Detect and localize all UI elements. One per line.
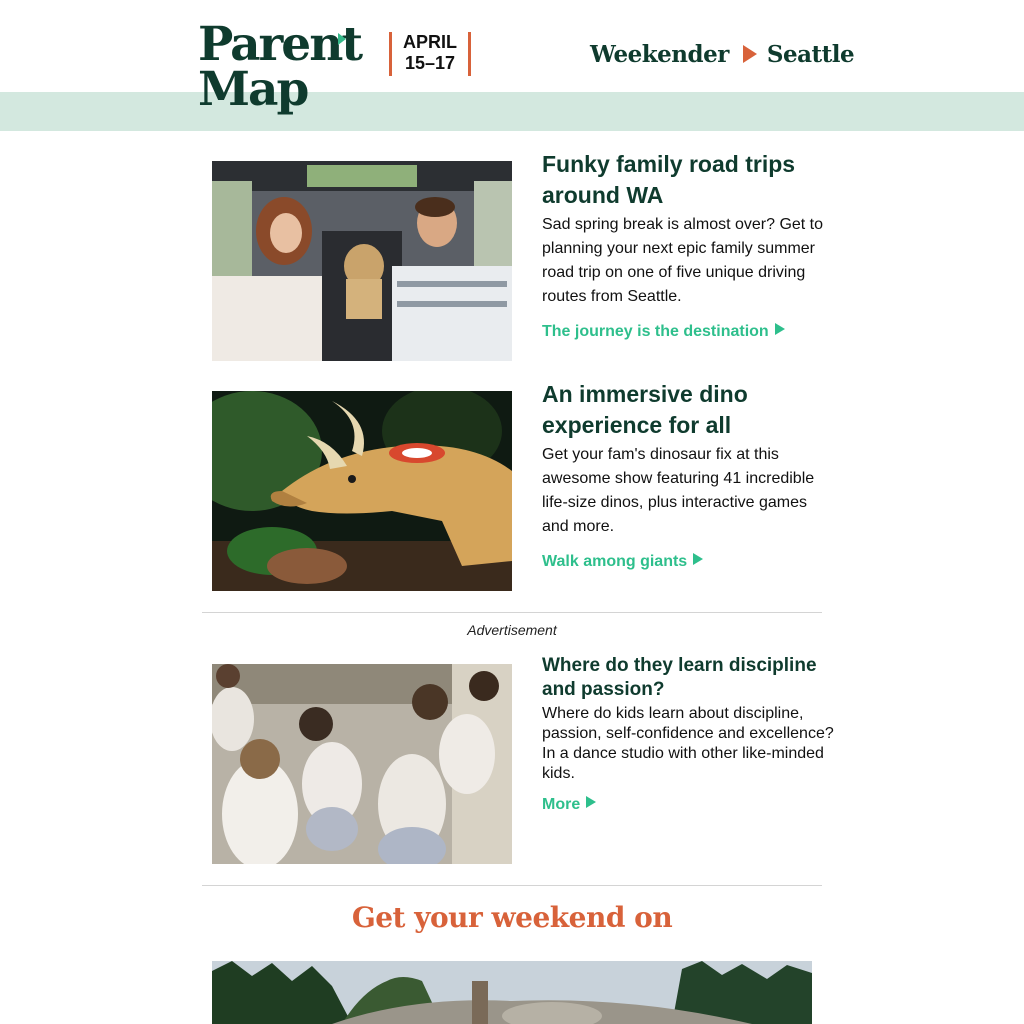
newsletter-title [590,38,854,72]
issue-date [389,32,471,76]
divider [202,885,822,886]
logo-line-2: Map [198,62,308,117]
ballet-students-image [212,664,512,864]
header-band [0,92,1024,131]
ad-more-label: More [542,796,581,813]
ad-dance-studio [212,655,834,864]
advertisement-label: Advertisement [467,622,557,638]
forest-playground-image [212,961,812,1024]
section-title: Get your weekend on [351,901,673,934]
story-summary: Get your fam's dinosaur fix at this awesome show featuring 41 incredible life-size dinos, plus interactive games and more. [542,446,815,535]
ad-headline[interactable]: Where do they learn discipline and passion? [542,655,817,700]
play-arrow-icon [586,796,596,808]
story-headline[interactable]: Funky family road trips around WA [542,151,796,208]
ad-summary: Where do kids learn about discipline, passion, self-confidence and excellence? In a dance studio with other like-minded kids. [542,705,834,782]
story-dino [212,381,832,591]
story-headline[interactable]: An immersive dino experience for all [542,381,748,438]
parentmap-logo[interactable] [198,16,362,124]
ad-more-link[interactable] [542,796,596,814]
logo-play-icon [338,33,346,45]
newsletter-name: Weekender [590,41,729,68]
story-link-road-trips[interactable] [542,323,785,341]
newsletter-city: Seattle [766,41,855,68]
story-link-label: The journey is the destination [542,323,769,340]
family-car-image [212,161,512,361]
issue-date-days: 15–17 [404,53,456,73]
logo-line-1: Parent [198,17,362,72]
play-arrow-icon [693,553,703,565]
story-link-dino[interactable] [542,553,703,571]
story-link-label: Walk among giants [542,553,688,570]
play-arrow-icon [775,323,785,335]
dinosaur-image [212,391,512,591]
issue-date-month: APRIL [403,32,457,52]
arrow-right-icon [743,45,757,63]
story-image-road-trip[interactable] [212,161,512,361]
ad-image[interactable] [212,664,512,864]
story-summary: Sad spring break is almost over? Get to planning your next epic family summer road trip on one of five unique driving routes from Seattle. [542,216,824,305]
story-road-trips [212,151,832,361]
divider [202,612,822,613]
story-image-dino[interactable] [212,391,512,591]
section-hero-image[interactable] [212,961,812,1024]
